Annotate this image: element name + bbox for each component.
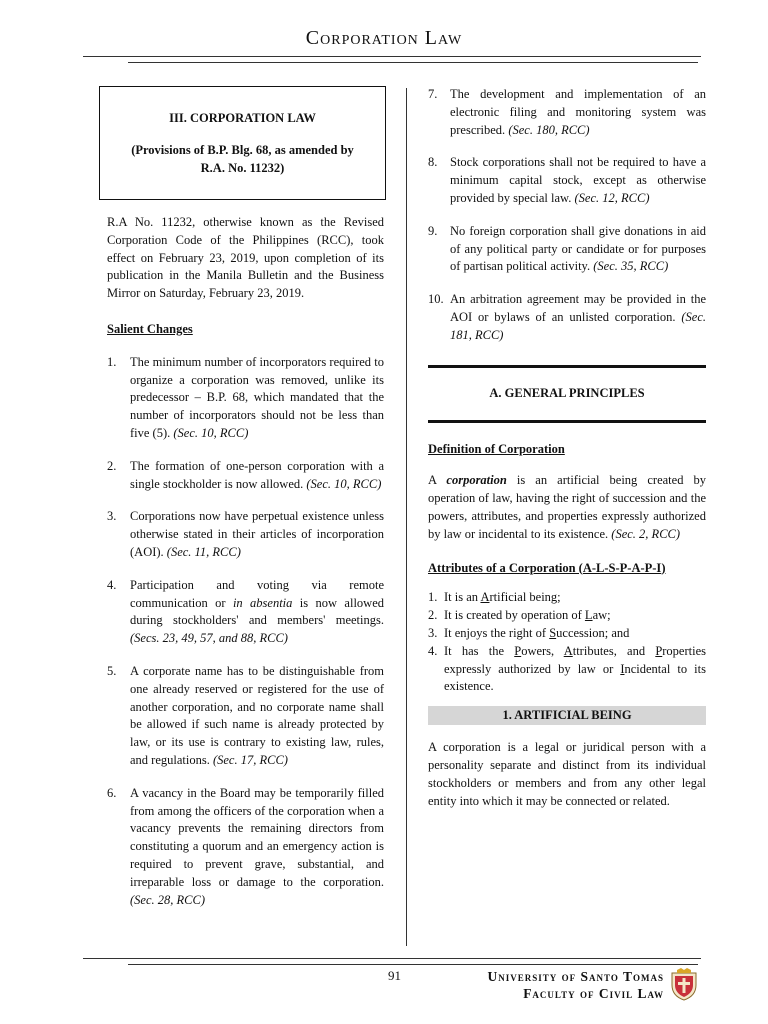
attributes-list: [428, 589, 706, 696]
list-item: 4. Participation and voting via remote communication or in absentia is now allowed during stockholders' and members' meetings. (Secs. 23, 49, 57, and 88, RCC): [107, 577, 384, 646]
salient-changes-list-left: [107, 354, 384, 910]
list-item: 4. It has the Powers, Attributes, and Properties expressly authorized by law or Incidental to its existence.: [428, 643, 706, 694]
definition-heading: Definition of Corporation: [428, 441, 565, 456]
list-item: 2. It is created by operation of Law;: [428, 608, 611, 623]
page-number: 91: [388, 968, 401, 983]
general-principles-heading: A. GENERAL PRINCIPLES: [428, 365, 706, 423]
university-seal-icon: [670, 967, 698, 1001]
salient-changes-heading: Salient Changes: [107, 321, 193, 336]
column-divider: [406, 88, 407, 946]
list-item: 3. It enjoys the right of Succession; and: [428, 625, 630, 640]
salient-changes-list-right: [428, 86, 706, 345]
artificial-being-paragraph: A corporation is a legal or juridical person with a personality separate and distinct from its individual stockholders or members and from any other legal entity into which it may be connected or related.: [428, 740, 706, 808]
header-rule: [83, 56, 701, 57]
chapter-title: III. CORPORATION LAW: [169, 111, 316, 125]
list-item: 6. A vacancy in the Board may be temporarily filled from among the officers of the corporation when a vacancy prevents the remaining directors from constituting a quorum and an emergency action is required to prevent grave, substantial, and irreparable loss or damage to the corporation. (Sec. 28, RCC): [107, 785, 384, 907]
list-item: 1. It is an Artificial being;: [428, 590, 561, 605]
list-item: 10. An arbitration agreement may be provided in the AOI or bylaws of an unlisted corporation. (Sec. 181, RCC): [428, 292, 706, 342]
chapter-title-box: [99, 86, 386, 200]
page-header-title: Corporation Law: [305, 27, 463, 49]
chapter-subtitle: (Provisions of B.P. Blg. 68, as amended by R.A. No. 11232): [131, 143, 354, 175]
attributes-heading: Attributes of a Corporation (A-L-S-P-A-P-I): [428, 560, 666, 575]
header-rule-secondary: [128, 62, 698, 63]
definition-paragraph: A corporation is an artificial being created by operation of law, having the right of succession and the powers, attributes, and properties expressly authorized by law or incidental to its existence. (Sec. 2, RCC): [428, 473, 706, 541]
list-item: 2. The formation of one-person corporation with a single stockholder is now allowed. (Sec. 10, RCC): [107, 458, 384, 491]
list-item: 3. Corporations now have perpetual existence unless otherwise stated in their articles of incorporation (AOI). (Sec. 11, RCC): [107, 509, 384, 559]
footer-institution: [468, 968, 664, 1002]
faculty-name: Faculty of Civil Law: [523, 986, 664, 1001]
left-column: [107, 86, 384, 909]
list-item: 7. The development and implementation of an electronic filing and monitoring system was prescribed. (Sec. 180, RCC): [428, 87, 706, 137]
intro-paragraph: R.A No. 11232, otherwise known as the Revised Corporation Code of the Philippines (RCC), took effect on February 23, 2019, upon completion of its publication in the Manila Bulletin and the Business Mirror on Saturday, February 23, 2019.: [107, 215, 384, 301]
list-item: 5. A corporate name has to be distinguishable from one already reserved or registered for the use of another corporation, and no corporate name shall be allowed if such name is already protected by law, or its use is contrary to existing law, rules, and regulations. (Sec. 17, RCC): [107, 663, 384, 767]
artificial-being-heading: 1. ARTIFICIAL BEING: [428, 706, 706, 725]
list-item: 9. No foreign corporation shall give donations in aid of any political party or candidate or for purposes of partisan political activity. (Sec. 35, RCC): [428, 223, 706, 274]
list-item: 1. The minimum number of incorporators required to organize a corporation was removed, unlike its predecessor – B.P. 68, which mandated that the number of incorporators should not be less than five (5). (Sec. 10, RCC): [107, 354, 384, 440]
right-column: [428, 86, 706, 810]
list-item: 8. Stock corporations shall not be required to have a minimum capital stock, except as otherwise provided by special law. (Sec. 12, RCC): [428, 155, 706, 205]
university-name: University of Santo Tomas: [487, 969, 664, 984]
footer-rule: [83, 958, 701, 959]
footer-rule-secondary: [128, 964, 698, 965]
